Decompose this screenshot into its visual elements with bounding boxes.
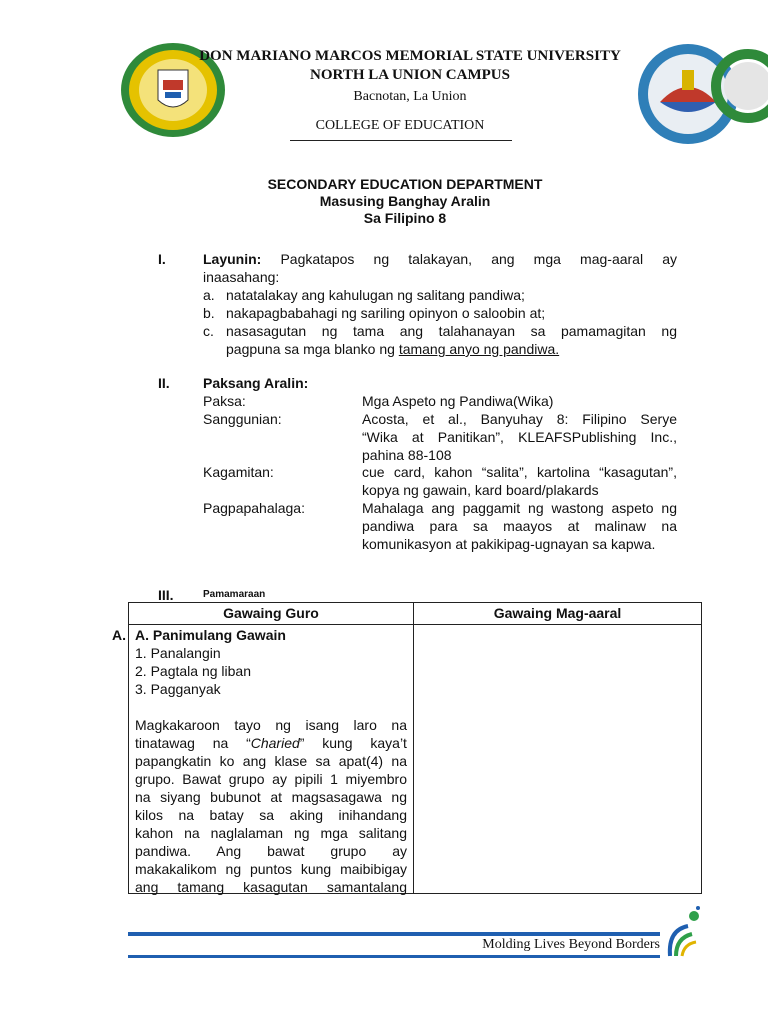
objectives-intro-line2: inaasahang: [203, 269, 280, 285]
materials-line: cue card, kahon “salita”, kartolina “kasagutan”, [362, 464, 677, 480]
activity-step: 2. Pagtala ng liban [135, 663, 251, 679]
objective-letter: a. [203, 287, 215, 303]
section-1-objectives [203, 250, 677, 358]
activity-paragraph-line: grupo. Bawat grupo ay pipili 1 miyembro [135, 771, 407, 787]
objective-underlined-text: tamang anyo ng pandiwa. [398, 341, 560, 357]
topic-key: Paksa: [203, 393, 246, 409]
objective-letter: c. [203, 323, 214, 339]
activity-paragraph-line: pandiwa. Ang bawat grupo ay [135, 843, 407, 859]
materials-value [362, 463, 677, 499]
header-rule [290, 140, 512, 141]
para-word: tinatawag [135, 735, 195, 751]
teacher-activities [135, 626, 407, 896]
procedure-table [128, 602, 702, 894]
table-column-divider [413, 603, 414, 893]
values-value [362, 499, 677, 553]
section-3-numeral: III. [158, 587, 174, 603]
materials-key: Kagamitan: [203, 464, 274, 480]
campus-location: Bacnotan, La Union [353, 89, 467, 104]
activity-paragraph-line: kahon na naglalaman ng mga salitang [135, 825, 407, 841]
activity-paragraph-line: na siyang bubunot at magsasagawa ng [135, 789, 407, 805]
column-header-student: Gawaing Mag-aaral [493, 605, 622, 621]
column-header-teacher: Gawaing Guro [223, 605, 319, 621]
college-name: COLLEGE OF EDUCATION [315, 118, 485, 133]
reference-line: Acosta, et al., Banyuhay 8: Filipino Serye [362, 411, 677, 427]
section-1-numeral: I. [158, 251, 166, 267]
para-word: na [212, 735, 229, 751]
values-line: komunikasyon at pakikipag-ugnayan sa kapwa. [362, 536, 656, 552]
activity-paragraph-line: Magkakaroon tayo ng isang laro na [135, 717, 407, 733]
campus-name: NORTH LA UNION CAMPUS [310, 67, 510, 83]
objective-item-b [203, 304, 677, 322]
values-key: Pagpapahalaga: [203, 500, 305, 516]
activity-paragraph-line: makakalikom ng puntos kung maibibigay [135, 861, 407, 877]
para-word: kaya’t [370, 735, 407, 751]
objective-text-line2: pagpuna sa mga blanko ng [226, 341, 399, 357]
values-line: pandiwa para sa maayos at malinaw na [362, 518, 677, 534]
objective-item-c [203, 322, 677, 358]
topic-value [362, 392, 677, 410]
objective-text-line1: nasasagutan ng tama ang talahanayan sa pamamagitan ng [226, 323, 677, 339]
para-quoted-term: “Charied” [246, 735, 305, 751]
objectives-intro-line1 [203, 250, 677, 268]
section-3-label: Pamamaraan [203, 589, 266, 600]
activity-paragraph-line: ang tamang kasagutan samantalang [135, 879, 407, 895]
reference-line: “Wika at Panitikan”, KLEAFSPublishing Inc., [362, 429, 677, 445]
section-2-label: Paksang Aralin: [203, 375, 309, 391]
reference-key: Sanggunian: [203, 411, 282, 427]
activity-step: 1. Panalangin [135, 645, 221, 661]
activity-heading: A. Panimulang Gawain [135, 627, 286, 643]
section-2-numeral: II. [158, 375, 170, 391]
reference-value [362, 410, 677, 464]
objective-text: natatalakay ang kahulugan ng salitang pandiwa; [226, 287, 525, 303]
university-name: DON MARIANO MARCOS MEMORIAL STATE UNIVERSITY [199, 48, 621, 64]
materials-line: kopya ng gawain, kard board/plakards [362, 482, 599, 498]
objective-letter: b. [203, 305, 215, 321]
activity-paragraph-line [135, 734, 407, 752]
department-title: SECONDARY EDUCATION DEPARTMENT [267, 176, 543, 192]
objective-item-a [203, 286, 677, 304]
footer-motto: Molding Lives Beyond Borders [482, 937, 660, 952]
values-line: Mahalaga ang paggamit ng wastong aspeto ng [362, 500, 677, 516]
topic-line: Mga Aspeto ng Pandiwa(Wika) [362, 393, 554, 409]
subject-title: Sa Filipino 8 [363, 210, 447, 226]
objectives-label: Layunin: [203, 251, 262, 267]
objective-text: nakapagbabahagi ng sariling opinyon o saloobin at; [226, 305, 546, 321]
activity-paragraph-line: kilos na batay sa aking inihandang [135, 807, 407, 823]
swoosh-logo-icon [664, 900, 704, 960]
activity-paragraph-line: papangkatin ko ang klase sa apat(4) na [135, 753, 407, 769]
college-seal-logo [630, 42, 768, 152]
footer-rule-top [128, 932, 660, 936]
reference-line: pahina 88-108 [362, 447, 452, 463]
plan-title: Masusing Banghay Aralin [319, 193, 491, 209]
document-titles [160, 176, 650, 227]
activity-step: 3. Pagganyak [135, 681, 221, 697]
para-word: kung [322, 735, 353, 751]
footer-rule-bottom [128, 955, 660, 958]
row-marker: A. [112, 627, 126, 643]
objectives-intro-text: Pagkatapos ng talakayan, ang mga mag-aaral ay [261, 251, 677, 267]
table-header-divider [129, 624, 701, 625]
charied-term: Charied [250, 735, 300, 751]
